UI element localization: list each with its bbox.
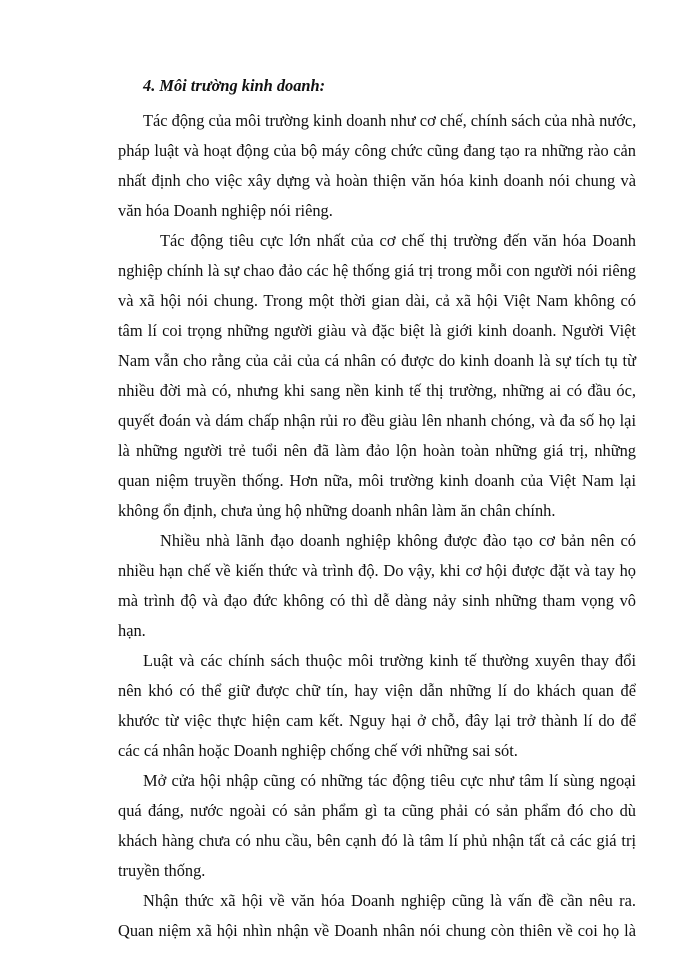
text-line: nên khó có thể giữ được chữ tín, hay viện dẫn những lí do khách quan để <box>118 681 636 700</box>
text-line: Nhiều nhà lãnh đạo doanh nghiệp không được đào tạo cơ bản nên có <box>160 531 636 550</box>
text-line: mà trình độ và đạo đức không có thì dễ dàng nảy sinh những tham vọng vô <box>118 591 636 610</box>
text-line: Nhận thức xã hội về văn hóa Doanh nghiệp cũng là vấn đề cần nêu ra. <box>143 891 636 910</box>
text-line: nghiệp chính là sự chao đảo các hệ thống giá trị trong mỗi con người nói riêng <box>118 261 636 280</box>
text-line: quyết đoán và dám chấp nhận rủi ro đều giàu lên nhanh chóng, và đa số họ lại <box>118 411 636 430</box>
text-line: Tác động của môi trường kinh doanh như cơ chế, chính sách của nhà nước, <box>143 111 637 130</box>
text-line: pháp luật và hoạt động của bộ máy công chức cũng đang tạo ra những rào cản <box>118 141 636 160</box>
text-line: quá đáng, nước ngoài có sản phẩm gì ta cũng phải có sản phẩm đó cho dù <box>118 801 636 820</box>
text-line: không ổn định, chưa ủng hộ những doanh nhân làm ăn chân chính. <box>118 501 556 520</box>
text-line: tâm lí coi trọng những người giàu và đặc biệt là giới kinh doanh. Người Việt <box>118 321 636 340</box>
text-line: nhiều đời mà có, nhưng khi sang nền kinh tế thị trường, những ai có đầu óc, <box>118 381 636 400</box>
text-line: nhiều hạn chế về kiến thức và trình độ. Do vậy, khi cơ hội được đặt và tay họ <box>118 561 636 580</box>
text-line: là những người trẻ tuổi nên đã làm đảo lộn hoàn toàn những giá trị, những <box>118 441 636 460</box>
text-line: và xã hội nói chung. Trong một thời gian dài, cả xã hội Việt Nam không có <box>118 291 636 310</box>
text-line: khước từ việc thực hiện cam kết. Nguy hại ở chỗ, đây lại trở thành lí do để <box>118 711 636 730</box>
text-line: Nam vẫn cho rằng của cải của cá nhân có được do kinh doanh là sự tích tụ từ <box>118 351 636 370</box>
text-line: Quan niệm xã hội nhìn nhận về Doanh nhân nói chung còn thiên về coi họ là <box>118 921 636 940</box>
text-line: quan niệm truyền thống. Hơn nữa, môi trường kinh doanh của Việt Nam lại <box>118 471 636 490</box>
text-line: truyền thống. <box>118 861 206 880</box>
text-line: hạn. <box>118 621 146 640</box>
text-line: Mở cửa hội nhập cũng có những tác động tiêu cực như tâm lí sùng ngoại <box>143 771 636 790</box>
text-line: Tác động tiêu cực lớn nhất của cơ chế thị trường đến văn hóa Doanh <box>160 231 636 250</box>
text-line: nhất định cho việc xây dựng và hoàn thiện văn hóa kinh doanh nói chung và <box>118 171 636 190</box>
section-heading: 4. Môi trường kinh doanh: <box>143 76 326 95</box>
text-line: khách hàng chưa có nhu cầu, bên cạnh đó là tâm lí phủ nhận tất cả các giá trị <box>118 831 636 850</box>
text-line: các cá nhân hoặc Doanh nghiệp chống chế với những sai sót. <box>118 741 518 760</box>
text-line: Luật và các chính sách thuộc môi trường kinh tế thường xuyên thay đổi <box>143 651 636 670</box>
text-line: văn hóa Doanh nghiệp nói riêng. <box>118 201 333 220</box>
